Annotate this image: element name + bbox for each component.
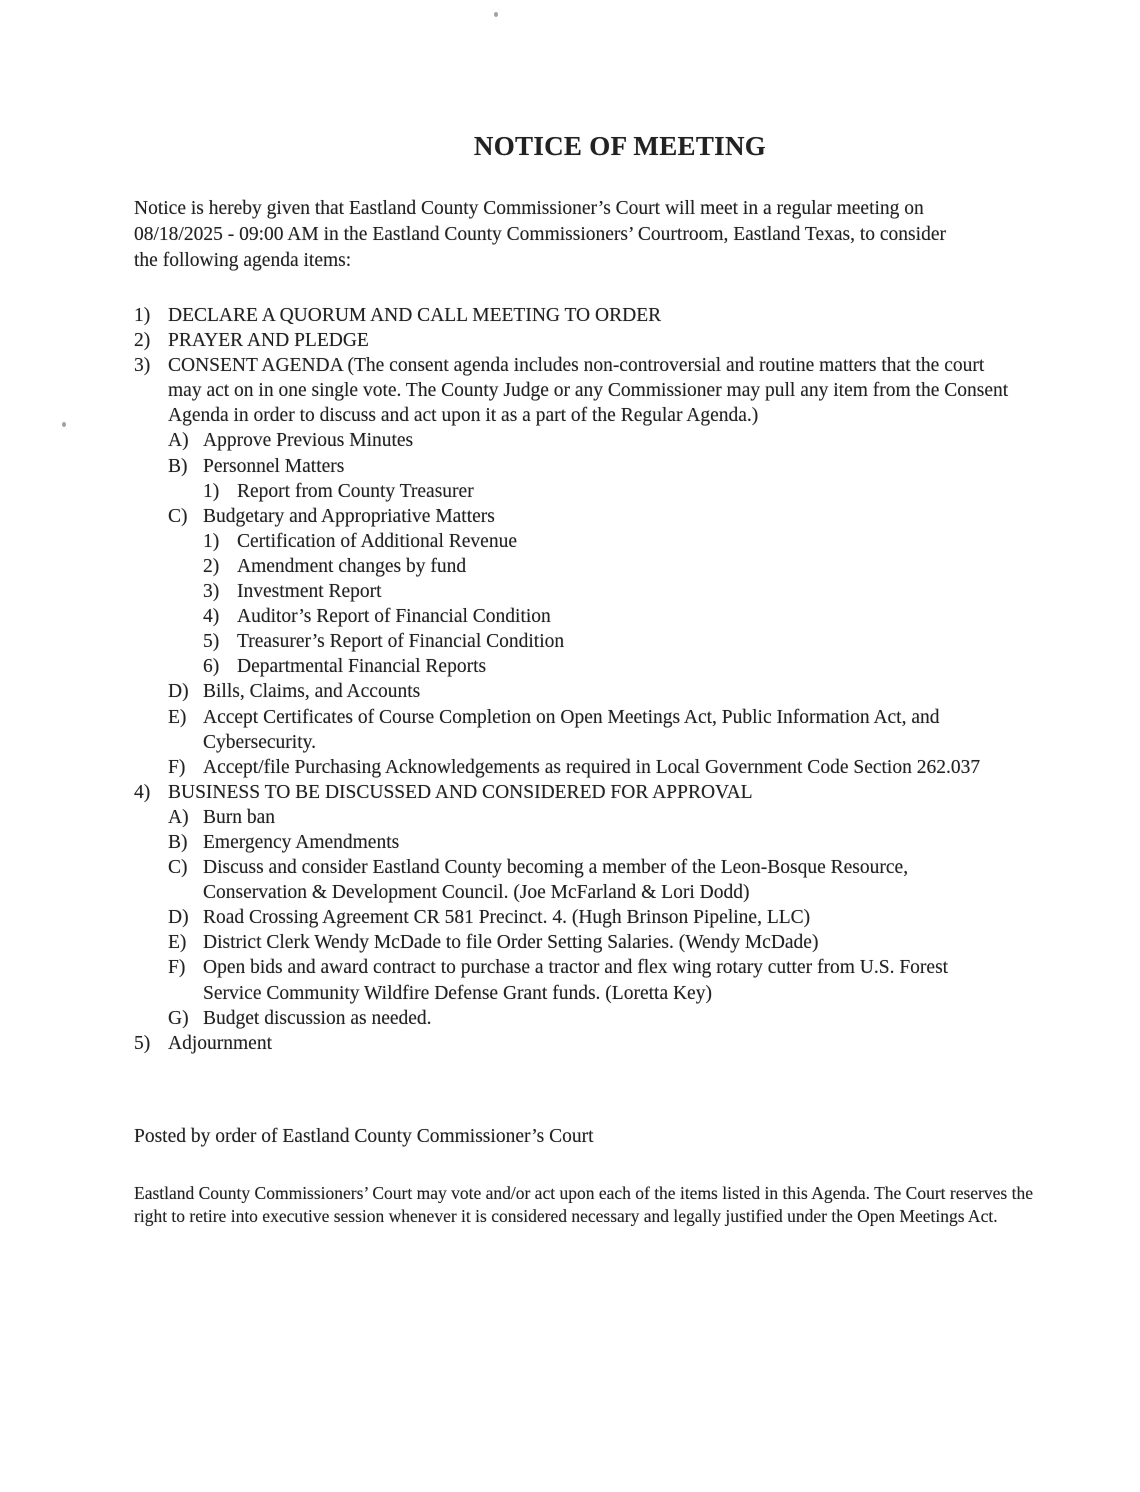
item-text: Accept/file Purchasing Acknowledgements as required in Local Government Code Section 262.037 (203, 756, 981, 778)
agenda-item (134, 1006, 1034, 1031)
scan-artifact-dot (62, 422, 66, 427)
agenda-item (134, 955, 1034, 1005)
agenda-item (134, 930, 1034, 955)
agenda-list (134, 303, 1034, 1056)
item-marker: D) (168, 907, 189, 929)
item-text: Certification of Additional Revenue (237, 530, 517, 552)
item-text: Bills, Claims, and Accounts (203, 681, 421, 703)
item-marker: 5) (134, 1032, 151, 1054)
agenda-item (134, 529, 1034, 554)
item-marker: 1) (203, 530, 220, 552)
item-text: Treasurer’s Report of Financial Condition (237, 631, 565, 653)
item-text: Auditor’s Report of Financial Condition (237, 606, 551, 628)
item-marker: C) (168, 857, 188, 879)
agenda-item (134, 303, 1034, 328)
agenda-item (134, 830, 1034, 855)
item-text: Discuss and consider Eastland County becoming a member of the Leon-Bosque Resource, Conservation & Development Council. (Joe McFarland & Lori Dodd) (203, 857, 909, 904)
item-text: Investment Report (237, 581, 382, 603)
agenda-item (134, 705, 1034, 755)
agenda-item (134, 604, 1034, 629)
item-marker: 6) (203, 656, 220, 678)
item-marker: E) (168, 932, 187, 954)
item-text: BUSINESS TO BE DISCUSSED AND CONSIDERED FOR APPROVAL (168, 781, 753, 803)
intro-paragraph: Notice is hereby given that Eastland County Commissioner’s Court will meet in a regular meeting on 08/18/2025 - 09:00 AM in the Eastland County Commissioners’ Courtroom, Eastland Texas, to consider the following agenda items: (134, 198, 946, 271)
agenda-item (134, 579, 1034, 604)
item-marker: G) (168, 1007, 189, 1029)
item-text: Emergency Amendments (203, 831, 400, 853)
item-marker: 3) (134, 355, 151, 377)
agenda-item (134, 755, 1034, 780)
item-marker: A) (168, 430, 189, 452)
agenda-item (134, 428, 1034, 453)
agenda-item (134, 454, 1034, 479)
item-marker: E) (168, 706, 187, 728)
item-marker: 2) (203, 555, 220, 577)
item-text: Approve Previous Minutes (203, 430, 414, 452)
agenda-item (134, 328, 1034, 353)
posted-line: Posted by order of Eastland County Commissioner’s Court (134, 1126, 594, 1147)
item-text: Road Crossing Agreement CR 581 Precinct. 4. (Hugh Brinson Pipeline, LLC) (203, 907, 811, 929)
item-marker: C) (168, 505, 188, 527)
agenda-item (134, 654, 1034, 679)
agenda-item (134, 504, 1034, 529)
item-marker: 3) (203, 581, 220, 603)
item-marker: B) (168, 455, 188, 477)
agenda-item (134, 805, 1034, 830)
item-text: Budget discussion as needed. (203, 1007, 432, 1029)
item-marker: 2) (134, 330, 151, 352)
item-text: PRAYER AND PLEDGE (168, 330, 369, 352)
item-marker: 1) (134, 305, 151, 326)
agenda-item (134, 479, 1034, 504)
item-marker: F) (168, 957, 186, 979)
agenda-item (134, 855, 1034, 905)
agenda-item (134, 353, 1034, 428)
item-marker: F) (168, 756, 186, 778)
agenda-item (134, 780, 1034, 805)
item-marker: D) (168, 681, 189, 703)
item-text: Departmental Financial Reports (237, 656, 487, 678)
agenda-item (134, 629, 1034, 654)
item-text: District Clerk Wendy McDade to file Order Setting Salaries. (Wendy McDade) (203, 932, 819, 954)
footer-disclaimer: Eastland County Commissioners’ Court may vote and/or act upon each of the items listed in this Agenda. The Court reserves the right to retire into executive session whenever it is considered necessary and legally justified under the Open Meetings Act. (134, 1183, 1033, 1226)
item-marker: 5) (203, 631, 220, 653)
item-text: Amendment changes by fund (237, 555, 467, 577)
agenda-item (134, 905, 1034, 930)
item-marker: 4) (203, 606, 220, 628)
scan-artifact-dot (494, 12, 498, 17)
item-marker: B) (168, 831, 188, 853)
agenda-item (134, 1031, 1034, 1056)
item-text: DECLARE A QUORUM AND CALL MEETING TO ORDER (168, 305, 662, 326)
item-text: Adjournment (168, 1032, 272, 1054)
item-marker: A) (168, 806, 189, 828)
agenda-item (134, 554, 1034, 579)
item-marker: 1) (203, 480, 220, 502)
item-text: Budgetary and Appropriative Matters (203, 505, 495, 527)
item-text: Open bids and award contract to purchase a tractor and flex wing rotary cutter from U.S. Forest Service Community Wildfire Defense Grant funds. (Loretta Key) (203, 957, 949, 1004)
document-title: NOTICE OF MEETING (473, 131, 767, 161)
item-text: Burn ban (203, 806, 276, 828)
item-text: CONSENT AGENDA (The consent agenda includes non-controversial and routine matters that the court may act on in one single vote. The County Judge or any Commissioner may pull any item from the Consent Agenda in order to discuss and act upon it as a part of the Regular Agenda.) (168, 355, 1009, 427)
item-text: Personnel Matters (203, 455, 345, 477)
item-text: Report from County Treasurer (237, 480, 474, 502)
agenda-item (134, 679, 1034, 704)
item-marker: 4) (134, 781, 151, 803)
item-text: Accept Certificates of Course Completion on Open Meetings Act, Public Information Act, and Cybersecurity. (203, 706, 940, 753)
